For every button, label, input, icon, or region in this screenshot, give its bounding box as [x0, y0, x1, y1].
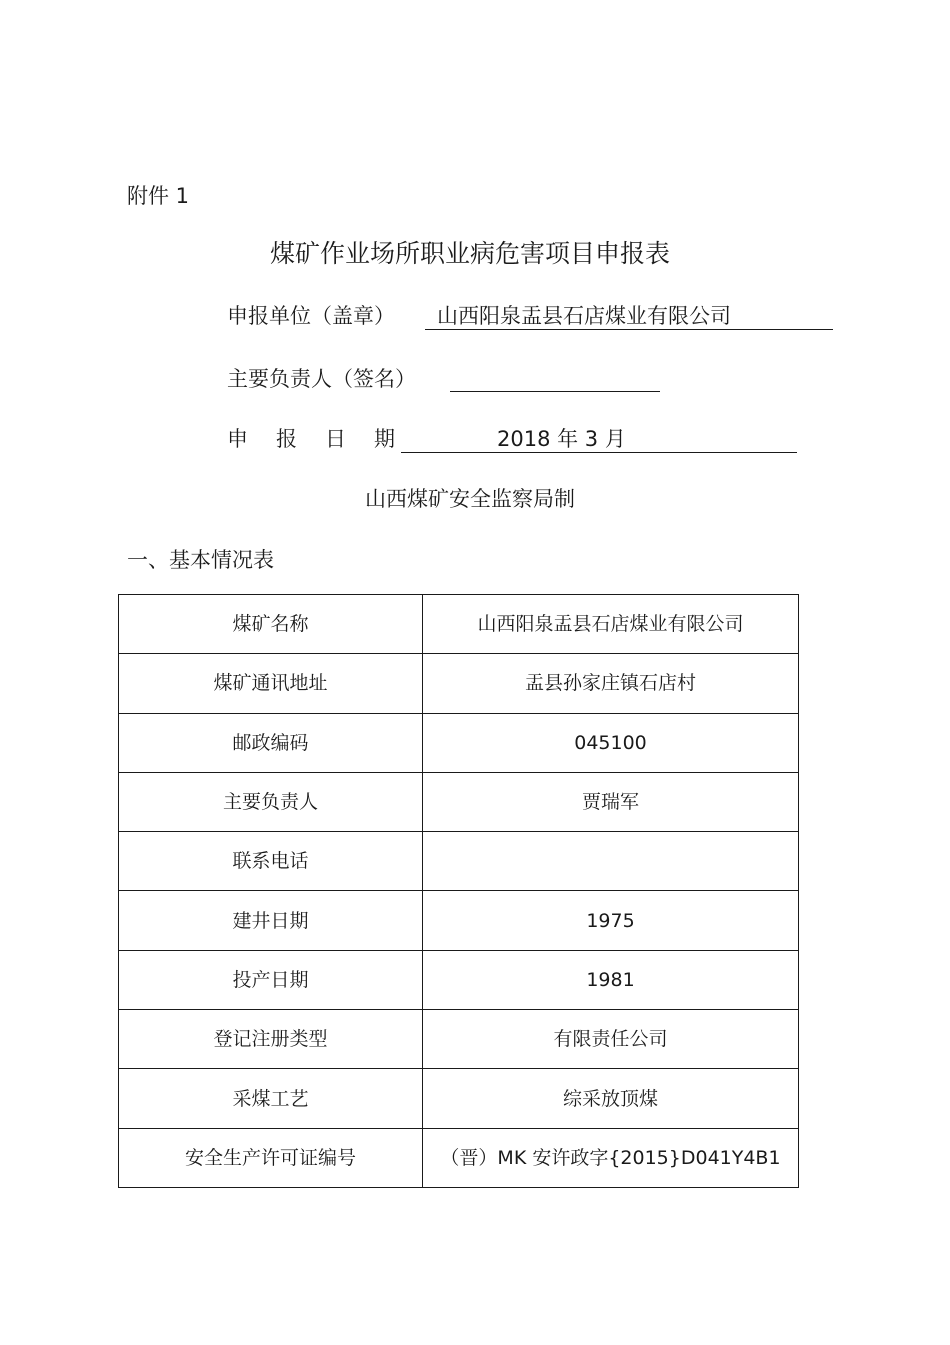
declaring-unit-label: 申报单位（盖章）	[227, 304, 395, 328]
attachment-number: 附件 1	[127, 184, 190, 208]
date-label-char: 报	[276, 427, 297, 451]
table-cell-label: 煤矿通讯地址	[119, 654, 423, 713]
declaration-date-value: 2018 年 3 月	[497, 427, 626, 451]
date-label-char: 申	[227, 427, 248, 451]
table-cell-value: 1981	[423, 950, 799, 1009]
table-row	[119, 1010, 799, 1069]
declaration-date-underline	[401, 452, 797, 453]
table-row	[119, 1128, 799, 1187]
declaring-unit-underline	[425, 329, 833, 330]
section-title: 一、基本情况表	[127, 548, 274, 572]
table-cell-label: 采煤工艺	[119, 1069, 423, 1128]
basic-info-table-body	[119, 595, 799, 1188]
issuing-authority: 山西煤矿安全监察局制	[365, 487, 575, 511]
table-cell-label: 投产日期	[119, 950, 423, 1009]
table-row	[119, 772, 799, 831]
table-row	[119, 950, 799, 1009]
table-cell-label: 登记注册类型	[119, 1010, 423, 1069]
table-cell-label: 建井日期	[119, 891, 423, 950]
table-cell-value: 综采放顶煤	[423, 1069, 799, 1128]
date-label-char: 日	[325, 427, 346, 451]
table-cell-label: 煤矿名称	[119, 595, 423, 654]
declaration-date-label	[227, 425, 395, 453]
table-cell-label: 联系电话	[119, 832, 423, 891]
leader-signature-underline	[450, 391, 660, 392]
document-title: 煤矿作业场所职业病危害项目申报表	[269, 239, 670, 268]
table-row	[119, 832, 799, 891]
table-cell-value: 1975	[423, 891, 799, 950]
table-cell-value	[423, 832, 799, 891]
table-row	[119, 595, 799, 654]
table-cell-value: 山西阳泉盂县石店煤业有限公司	[423, 595, 799, 654]
table-cell-value: 贾瑞军	[423, 772, 799, 831]
table-cell-label: 安全生产许可证编号	[119, 1128, 423, 1187]
leader-signature-label: 主要负责人（签名）	[227, 367, 416, 391]
declaring-unit-value: 山西阳泉盂县石店煤业有限公司	[437, 304, 731, 328]
table-cell-label: 主要负责人	[119, 772, 423, 831]
table-cell-value: （晋）MK 安许政字{2015}D041Y4B1	[423, 1128, 799, 1187]
table-cell-value: 盂县孙家庄镇石店村	[423, 654, 799, 713]
basic-info-table	[118, 594, 799, 1188]
table-cell-value: 045100	[423, 713, 799, 772]
table-cell-value: 有限责任公司	[423, 1010, 799, 1069]
table-row	[119, 654, 799, 713]
table-row	[119, 1069, 799, 1128]
table-cell-label: 邮政编码	[119, 713, 423, 772]
table-row	[119, 891, 799, 950]
table-row	[119, 713, 799, 772]
date-label-char: 期	[374, 427, 395, 451]
